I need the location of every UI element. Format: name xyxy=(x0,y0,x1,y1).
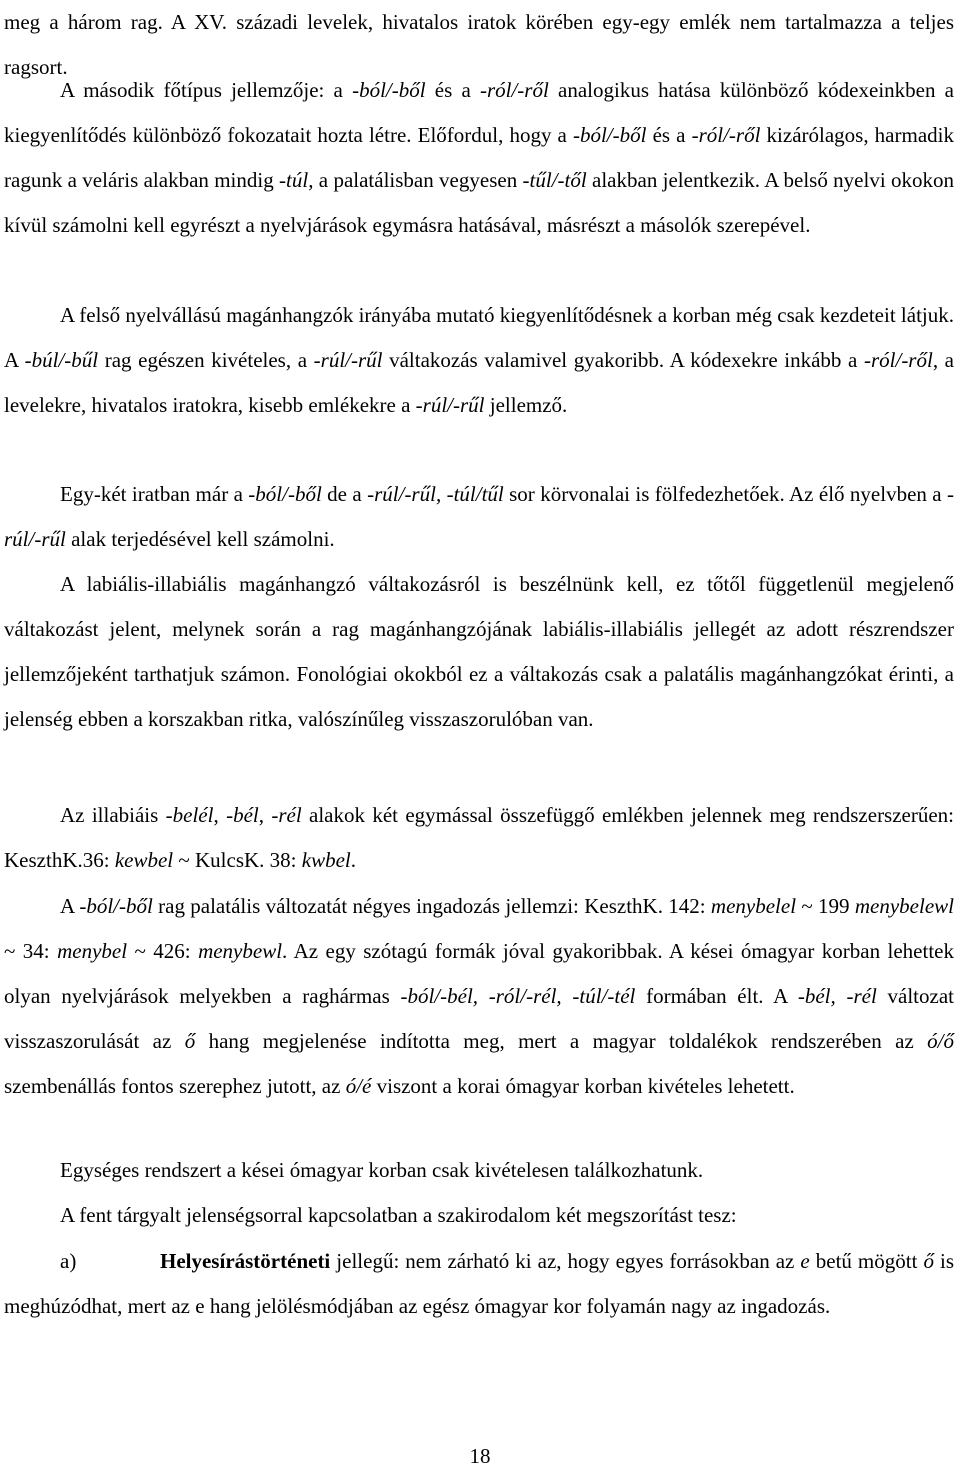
text-run: A xyxy=(60,894,80,918)
text-run: , a palatálisban vegyesen xyxy=(308,168,523,192)
text-run: viszont a korai ómagyar korban kivételes lehetett. xyxy=(371,1074,795,1098)
italic-term: -ról/-ről xyxy=(479,78,549,102)
text-run: váltakozás valamivel gyakoribb. A kódexekre inkább a xyxy=(382,348,864,372)
italic-term: ó/ő xyxy=(927,1029,954,1053)
paragraph-upper-vowel-levelling xyxy=(4,293,954,428)
text-run: meg a három rag. A XV. századi levelek, hivatalos iratok körében egy-egy emlék nem tartalmazza a teljes ragsort. xyxy=(4,10,954,79)
text-run: is meghúzódhat, mert az e hang jelölésmódjában az egész ómagyar kor folyamán nagy az ingadozás. xyxy=(4,1249,954,1318)
italic-term: -rúl/-rűl xyxy=(313,348,383,372)
paragraph-uniform-system xyxy=(4,1148,954,1193)
italic-term: -ból/-ből xyxy=(248,482,322,506)
italic-term: -rúl/-rűl xyxy=(415,393,485,417)
text-run: Egységes rendszert a kései ómagyar korban csak kivételesen találkozhatunk. xyxy=(60,1158,704,1182)
italic-term: -ból/-ből xyxy=(79,894,153,918)
text-run: sor körvonalai is fölfedezhetőek. Az élő nyelvben a xyxy=(503,482,947,506)
paragraph-labial-illabial xyxy=(4,562,954,742)
paragraph-documents-ragsor xyxy=(4,472,954,562)
italic-term: menybel xyxy=(57,939,128,963)
text-run: , a levelekre, hivatalos iratokra, kisebb emlékekre a xyxy=(4,348,955,417)
italic-term: -rél xyxy=(271,803,302,827)
text-run: alak terjedésével kell számolni. xyxy=(65,527,335,551)
italic-term: -rúl/-rűl, -túl/tűl xyxy=(367,482,504,506)
text-run: szembenállás fontos szerephez jutott, az xyxy=(4,1074,346,1098)
italic-term: belél xyxy=(172,803,214,827)
text-run: Egy-két iratban már a xyxy=(60,482,249,506)
italic-term: ő xyxy=(184,1029,196,1053)
text-run: hang megjelenése indította meg, mert a magyar toldalékok rendszerében az xyxy=(195,1029,928,1053)
text-run: A labiális-illabiális magánhangzó váltakozásról is beszélnünk kell, ez tőtől függetlenül megjelenő váltakozást jelent, melynek során a rag magánhangzójának labiális-illabiális jellegét az adott részrendszer jellemzőjeként tarthatjuk számon. Fonológiai okokból ez a váltakozás csak a palatális magánhangzókat érinti, a jelenség ebben a korszakban ritka, valószínűleg visszaszorulóban van. xyxy=(4,572,954,731)
text-run: Az illabiáis - xyxy=(60,803,173,827)
text-run: jellegű: nem zárható ki az, hogy egyes forrásokban az xyxy=(330,1249,801,1273)
bold-term: Helyesírástörténeti xyxy=(160,1249,331,1273)
italic-term: -ból/-bél, -ról/-rél, -túl/-tél xyxy=(400,984,636,1008)
paragraph-palatal-variant xyxy=(4,884,954,1109)
text-run: jellemző. xyxy=(484,393,568,417)
italic-term: -ból/-ből xyxy=(352,78,426,102)
italic-term: -ról/-ről xyxy=(691,123,761,147)
text-run: kizárólagos, harmadik ragunk a veláris alakban mindig xyxy=(4,123,954,192)
page-number: 18 xyxy=(469,1444,491,1468)
text-run: és a xyxy=(646,123,692,147)
italic-term: ó/é xyxy=(345,1074,372,1098)
text-run: és a xyxy=(425,78,480,102)
text-run: rag palatális változatát négyes ingadozás jellemzi: KeszthK. 142: xyxy=(152,894,711,918)
text-run: formában élt. A xyxy=(635,984,798,1008)
text-run: változat visszaszorulását az xyxy=(4,984,954,1053)
italic-term: -túl xyxy=(279,168,309,192)
text-run: ~ 34: xyxy=(4,939,58,963)
text-run: A felső nyelvállású magánhangzók irányába mutató kiegyenlítődésnek a korban még csak kezdeteit látjuk. A xyxy=(4,303,954,372)
text-run: , xyxy=(213,803,227,827)
italic-term: -bél xyxy=(226,803,259,827)
paragraph-restrictions-intro xyxy=(4,1193,954,1238)
italic-term: -ból/-ből xyxy=(572,123,647,147)
italic-term: -búl/-bűl xyxy=(24,348,99,372)
italic-term: e xyxy=(800,1249,810,1273)
italic-term: -tűl/-től xyxy=(522,168,587,192)
list-marker: a) xyxy=(60,1249,77,1273)
paragraph-illabial-forms xyxy=(4,793,954,883)
italic-term: -ról/-ről xyxy=(863,348,933,372)
list-item-a xyxy=(4,1239,954,1329)
italic-term: -bél, -rél xyxy=(797,984,877,1008)
italic-term: menybewl xyxy=(198,939,283,963)
paragraph-second-main-type xyxy=(4,68,954,248)
italic-term: -rúl/-rűl xyxy=(4,482,954,551)
text-run: ~ KulcsK. 38: xyxy=(173,848,302,872)
italic-term: kwbel xyxy=(301,848,351,872)
italic-term: menybelel xyxy=(710,894,797,918)
text-run: A fent tárgyalt jelenségsorral kapcsolatban a szakirodalom két megszorítást tesz: xyxy=(60,1203,737,1227)
text-run: ~ 426: xyxy=(127,939,199,963)
italic-term: kewbel xyxy=(114,848,174,872)
italic-term: menybelewl xyxy=(854,894,954,918)
text-run: de a xyxy=(321,482,368,506)
text-run: ~ 199 xyxy=(796,894,855,918)
text-run: . xyxy=(350,848,356,872)
text-run: . Az egy szótagú formák jóval gyakoribbak. A kései ómagyar korban lehettek olyan nyelvjárások melyekben a raghármas xyxy=(4,939,954,1008)
text-run: rag egészen kivételes, a xyxy=(98,348,314,372)
text-run: A második főtípus jellemzője: a xyxy=(60,78,353,102)
text-run: alakok két egymással összefüggő emlékben jelennek meg rendszerszerűen: KeszthK.36: xyxy=(4,803,955,872)
italic-term: ő xyxy=(923,1249,934,1273)
text-run: , xyxy=(258,803,272,827)
text-run: betű mögött xyxy=(809,1249,924,1273)
text-run: analogikus hatása különböző kódexeinkben a kiegyenlítődés különböző fokozatait hozta létre. Előfordul, hogy a xyxy=(4,78,954,147)
text-run: alakban jelentkezik. A belső nyelvi okokon kívül számolni kell egyrészt a nyelvjárások egymásra hatásával, másrészt a másolók szerepével. xyxy=(4,168,954,237)
